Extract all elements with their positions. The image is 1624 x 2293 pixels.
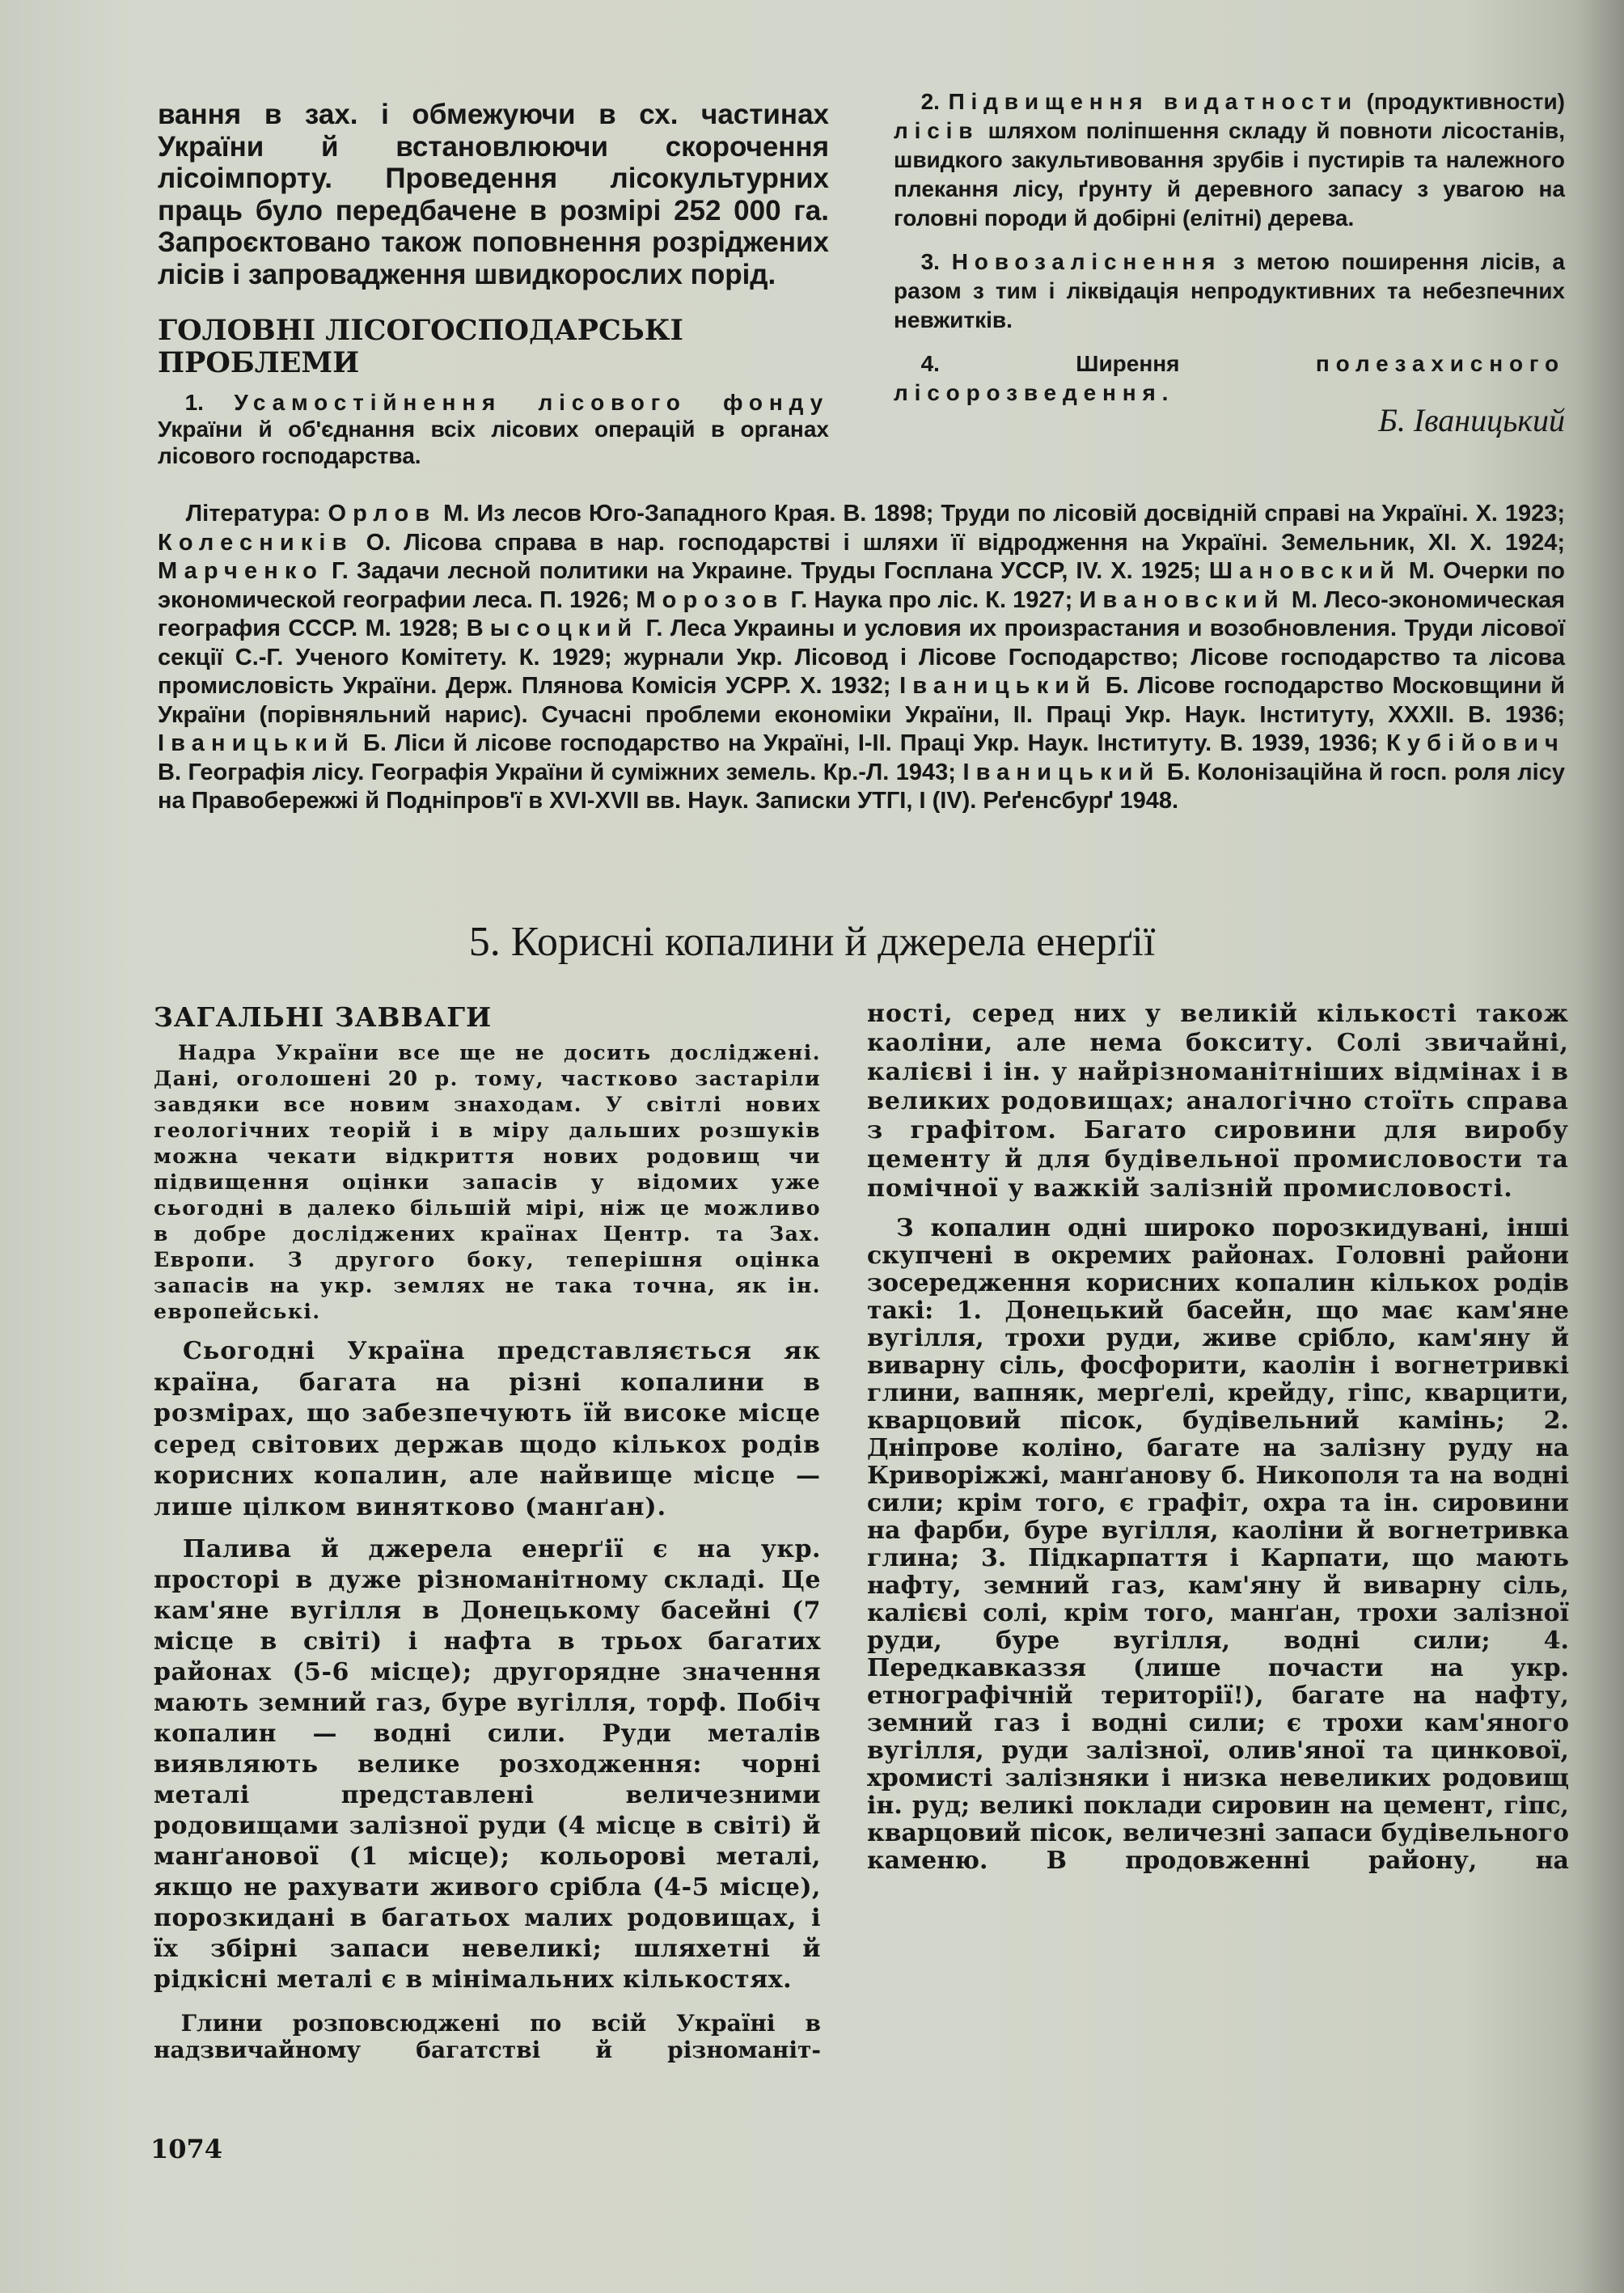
text-segment: Г. Задачи лесной политики на Украине. Труды Госплана УССР, IV. Х. 1925;	[323, 558, 1209, 584]
general-remarks-heading: ЗАГАЛЬНІ ЗАВВАГИ	[154, 1001, 493, 1033]
text-segment: Б. Колонізаційна й госп. роля лісу на Правобережжі й Подніпров'ї в XVI-XVII вв. Наук. Записки УТГІ, I (IV). Реґенсбурґ 1948.	[158, 759, 1565, 814]
literature-list	[158, 500, 1565, 816]
spaced-emphasis-text: Підвищення видатности	[948, 89, 1358, 114]
text-segment: 3.	[920, 249, 952, 274]
lower-right-column	[867, 1000, 1569, 1875]
text-segment: 4. Ширення	[920, 351, 1316, 376]
spaced-emphasis-text: Ивановский	[1079, 586, 1285, 613]
spaced-emphasis-text: лісів	[894, 118, 979, 143]
spaced-emphasis-text: Іваницький	[899, 673, 1097, 699]
forestry-paragraph: вання в зах. і обмежуючи в сх. частинах України й встановлюючи скорочення лісоімпорту. Проведення лісокультурних праць було передбачене в розмірі 252 000 га. Запроєктовано також поповнення розріджених лісів і запровадження швидкорослих порід.	[158, 99, 829, 290]
author-signature: Б. Іваницький	[1378, 402, 1565, 438]
paragraph-fuels-energy: Палива й джерела енерґії є на укр. просторі в дуже різноманітному складі. Це кам'яне вугілля в Донецькому басейні (7 місце в світі) і нафта в трьох багатих районах (5-6 місце); другорядне значення мають земний газ, буре вугілля, торф. Побіч копалин — водні сили. Руди металів виявляють велике розходження: чорні металі представлені величезними родовищами залізної руди (4 місце в світі) й манґанової (1 місце); кольорові металі, якщо не рахувати живого срібла (4-5 місце), порозкидані в багатьох малих родовищах, і їх збірні запаси невеликі; шляхетні й рідкісні металі є в мінімальних кількостях.	[154, 1535, 821, 1994]
top-left-column	[158, 99, 829, 469]
problem-item-3	[894, 247, 1565, 335]
text-segment: Г. Наука про ліс. К. 1927;	[784, 586, 1080, 613]
problem-item-1	[158, 389, 829, 469]
text-segment: М. Очерки по экономической географии леса. П. 1926;	[158, 558, 1565, 613]
lower-left-column	[154, 1001, 821, 2063]
text-segment: Б. Лісове господарство Московщини й України (порівняльний нарис). Сучасні проблеми економіки України, II. Праці Укр. Наук. Інституту, XXXII. В. 1936;	[158, 673, 1565, 728]
text-segment: (продуктивности)	[1357, 89, 1565, 114]
paragraph-clays-continued: ності, серед них у великій кількості також каоліни, але нема бокситу. Солі звичайні, калієві і ін. у найрізноманітніших відмінах і в великих родовищах; аналогічно стоїть справа з графітом. Багато сировини для виробу цементу й для будівельної промисловости та помічної у важкій залізній промисловості.	[867, 1000, 1569, 1203]
paragraph-ukraine-minerals: Сьогодні Україна представляється як країна, багата на різні копалини в розмірах, що забезпечують їй високе місце серед світових держав щодо кількох родів корисних копалин, але найвище місце — лише цілком винятково (манґан).	[154, 1337, 821, 1521]
spaced-emphasis-text: Морозов	[636, 586, 785, 613]
spaced-emphasis-text: Орлов	[328, 501, 437, 527]
text-segment: України й об'єднання всіх лісових операцій в органах лісового господарства.	[158, 417, 829, 468]
text-segment: О. Лісова справа в нар. господарстві і шляхи її відродження на Україні. Земельник, XI. Х. 1924;	[353, 529, 1565, 556]
text-segment: Б. Ліси й лісове господарство на Україні, I-II. Праці Укр. Наук. Інституту. В. 1939, 1936;	[355, 730, 1387, 756]
spaced-emphasis-text: Кубійович	[1386, 730, 1565, 756]
paragraph-clays: Глини розповсюджені по всій Україні в надзвичайному багатстві й різноманіт-	[154, 2010, 821, 2063]
text-segment: М. Лесо-экономическая география СССР. М. 1928;	[158, 586, 1566, 641]
page-number: 1074	[150, 2134, 223, 2164]
text-segment: М. Из лесов Юго-Западного Края. В. 1898; Труди по лісовій досвідній справі на Україні. Х. 1923;	[436, 501, 1566, 527]
text-segment: з метою поширення лісів, а разом з тим і ліквідація непродуктивних та небезпечних невжитків.	[894, 249, 1565, 332]
section-title: 5. Корисні копалини й джерела енерґії	[468, 919, 1156, 965]
problem-item-4	[894, 349, 1565, 408]
forestry-problems-heading: ГОЛОВНІ ЛІСОГОСПОДАРСЬКІ ПРОБЛЕМИ	[158, 314, 683, 379]
problem-item-2	[894, 87, 1565, 233]
text-segment: Література:	[185, 501, 328, 527]
literature-block	[158, 500, 1565, 816]
spaced-emphasis-text: Колесників	[158, 529, 353, 556]
paragraph-mineral-regions: З копалин одні широко порозкидувані, інші скупчені в окремих районах. Головні райони зосередження корисних копалин кількох родів такі: 1. Донецький басейн, що має кам'яне вугілля, трохи руди, живе срібло, кам'яну й виварну сіль, фосфорити, каолін і вогнетривкі глини, вапняк, мерґелі, крейду, гіпс, кварцити, кварцовий пісок, будівельний камінь; 2. Дніпрове коліно, багате на залізну руду на Криворіжжі, манґанову б. Никополя та на водні сили; крім того, є графіт, охра та ін. сировини на фарби, буре вугілля, каоліни й вогнетривка глина; 3. Підкарпаття і Карпати, що мають нафту, земний газ, кам'яну й виварну сіль, калієві солі, крім того, манґан, трохи залізної руди, буре вугілля, водні сили; 4. Передкавказзя (лише почасти на укр. етнографічній території!), багате на нафту, земний газ і водні сили; є трохи кам'яного вугілля, руди залізної, олив'яної та цинкової, хромисті залізняки і низка невеликих родовищ ін. руд; великі поклади сировин на цемент, гіпс, кварцовий пісок, величезні запаси будівельного каменю. В продовженні району, на	[867, 1214, 1569, 1875]
spaced-emphasis-text: Высоцкий	[466, 616, 639, 641]
text-segment: Г. Леса Украины и условия их произрастания и возобновления. Труди лісової секції С.-Г. Ученого Комітету. К. 1929; журнали Укр. Лісовод і Лісове Господарство; Лісове господарство та лісова промисловість України. Держ. Плянова Комісія УСРР. Х. 1932;	[158, 616, 1565, 699]
spaced-emphasis-text: полезахисного лісорозведення.	[894, 351, 1565, 405]
spaced-emphasis-text: Усамостійнення лісового фонду	[234, 390, 829, 415]
text-segment: 2.	[920, 89, 949, 114]
text-segment: 1.	[184, 390, 235, 415]
spaced-emphasis-text: Іваницький	[962, 759, 1161, 785]
spaced-emphasis-text: Шановский	[1208, 558, 1401, 584]
text-segment: шляхом поліпшення складу й повноти лісостанів, швидкого закультивовання зрубів і пустирів та належного плекання лісу, ґрунту й деревного запасу з увагою на головні породи й добірні (елітні) дерева.	[894, 118, 1565, 231]
top-right-column	[894, 87, 1565, 438]
spaced-emphasis-text: Іваницький	[158, 730, 355, 756]
text-segment: В. Географія лісу. Географія України й суміжних земель. Кр.-Л. 1943;	[158, 759, 963, 785]
general-remarks-paragraph: Надра України все ще не досить досліджені. Дані, оголошені 20 р. тому, частково застаріли завдяки все новим знаходам. У світлі нових геологічних теорій і в міру дальших розшуків можна чекати відкриття нових родовищ чи підвищення оцінки запасів у відомих уже сьогодні в далеко більшій мірі, ніж це можливо в добре досліджених країнах Центр. та Зах. Европи. З другого боку, теперішня оцінка запасів на укр. землях не така точна, як ін. европейські.	[154, 1041, 821, 1323]
spaced-emphasis-text: Марченко	[158, 558, 324, 584]
spaced-emphasis-text: Новозаліснення	[951, 249, 1222, 274]
